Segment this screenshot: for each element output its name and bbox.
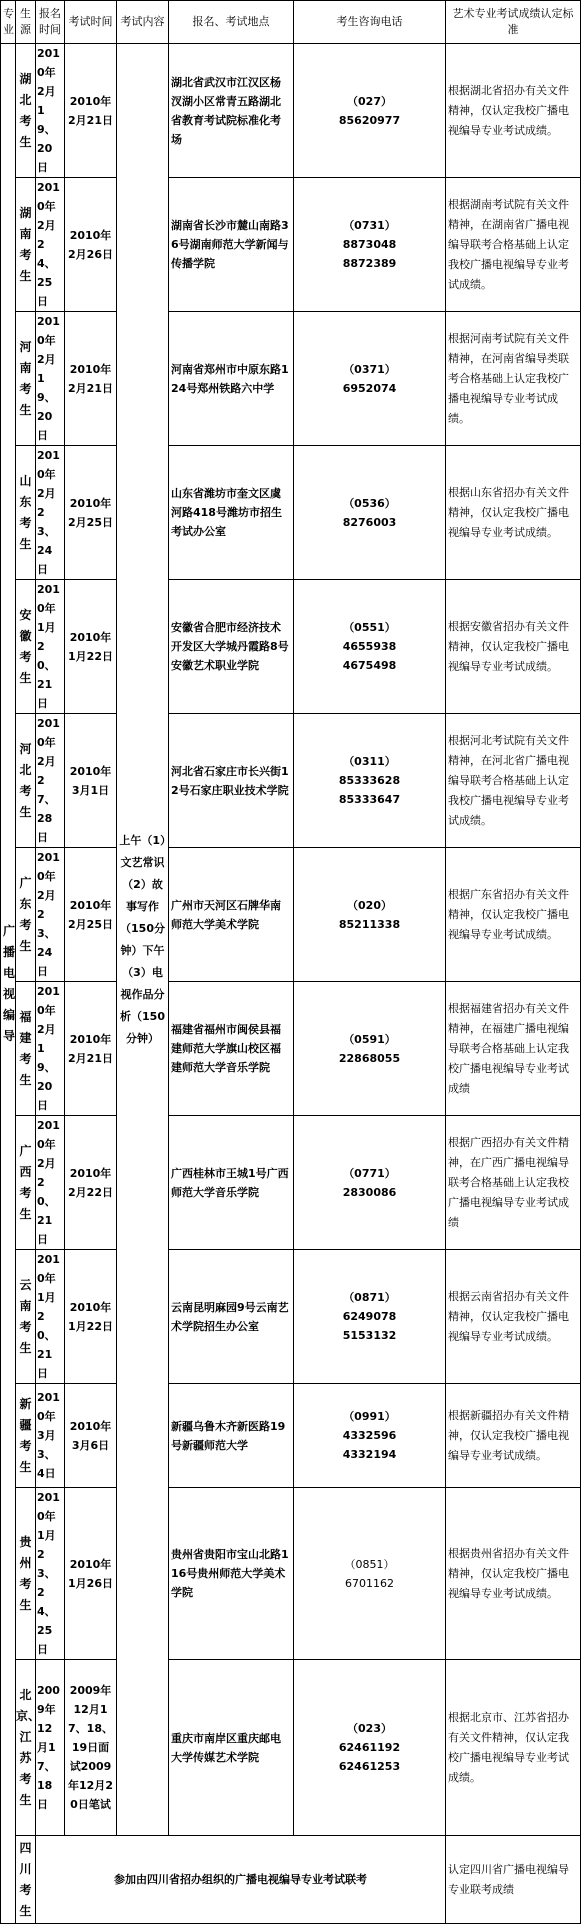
reg-time-cell: 2010年2月19、20日: [36, 982, 65, 1116]
phone-line: 8872389: [342, 257, 397, 270]
standard-cell: 根据北京市、江苏省招办有关文件精神，仅认定我校广播电视编导专业考试成绩。: [446, 1660, 581, 1836]
table-row: [1, 1488, 581, 1660]
standard-cell: 根据湖北省招办有关文件精神，仅认定我校广播电视编导专业考试成绩。: [446, 44, 581, 178]
place-cell: 湖南省长沙市麓山南路36号湖南师范大学新闻与传播学院: [169, 178, 294, 312]
header-place: 报名、考试地点: [169, 1, 294, 44]
source-cell: 四川考生: [16, 1836, 36, 1924]
phone-cell: [294, 1660, 446, 1836]
header-major: 专业: [1, 1, 16, 44]
table-row: [1, 178, 581, 312]
source-cell: 北京、江苏考生: [16, 1660, 36, 1836]
reg-time-cell: 2010年2月20、21日: [36, 1116, 65, 1250]
source-cell: 湖南考生: [16, 178, 36, 312]
exam-time-cell: 2010年3月6日: [65, 1384, 117, 1488]
phone-line: 2830086: [342, 1185, 397, 1199]
source-cell: 河北考生: [16, 714, 36, 848]
standard-cell: 根据广东省招办有关文件精神，仅认定我校广播电视编导专业考试成绩。: [446, 848, 581, 982]
exam-time-cell: 2010年1月22日: [65, 1250, 117, 1384]
reg-time-cell: 2010年2月23、24日: [36, 848, 65, 982]
place-cell: 重庆市南岸区重庆邮电大学传媒艺术学院: [169, 1660, 294, 1836]
source-cell: 新疆考生: [16, 1384, 36, 1488]
exam-time-cell: 2010年2月21日: [65, 44, 117, 178]
standard-cell: 根据贵州省招办有关文件精神，仅认定我校广播电视编导专业考试成绩。: [446, 1488, 581, 1660]
major-cell: 广播电视编导: [1, 44, 16, 1924]
table-row: [1, 1250, 581, 1384]
phone-line: （027）: [347, 94, 392, 108]
header-standard: 艺术专业考试成绩认定标准: [446, 1, 581, 44]
phone-line: （0851）: [344, 1557, 395, 1571]
place-cell: 广西桂林市王城1号广西师范大学音乐学院: [169, 1116, 294, 1250]
reg-time-cell: 2010年1月20、21日: [36, 580, 65, 714]
phone-line: 4675498: [342, 659, 397, 672]
place-cell: 福建省福州市闽侯县福建师范大学旗山校区福建师范大学音乐学院: [169, 982, 294, 1116]
source-cell: 山东考生: [16, 446, 36, 580]
exam-time-cell: 2010年3月1日: [65, 714, 117, 848]
phone-cell: [294, 580, 446, 714]
phone-line: 85333647: [338, 793, 401, 806]
reg-time-cell: 2010年2月19、20日: [36, 312, 65, 446]
source-cell: 安徽考生: [16, 580, 36, 714]
phone-line: （0771）: [343, 1166, 396, 1180]
place-cell: 广州市天河区石牌华南师范大学美术学院: [169, 848, 294, 982]
phone-line: 4332596: [342, 1429, 397, 1442]
exam-time-cell: 2010年2月22日: [65, 1116, 117, 1250]
standard-cell: 根据福建省招办有关文件精神，在福建广播电视编导联考合格基础上认定我校广播电视编导专业考试成绩: [446, 982, 581, 1116]
header-phone: 考生咨询电话: [294, 1, 446, 44]
phone-cell: [294, 1116, 446, 1250]
exam-time-cell: 2009年12月17、18、19日面试2009年12月20日笔试: [65, 1660, 117, 1836]
phone-cell: [294, 1250, 446, 1384]
place-cell: 云南昆明麻园9号云南艺术学院招生办公室: [169, 1250, 294, 1384]
standard-cell: 根据云南省招办有关文件精神，仅认定我校广播电视编导专业考试成绩。: [446, 1250, 581, 1384]
header-content: 考试内容: [117, 1, 169, 44]
source-cell: 贵州考生: [16, 1488, 36, 1660]
phone-line: （023）: [347, 1722, 392, 1735]
phone-cell: [294, 446, 446, 580]
table-row: [1, 1384, 581, 1488]
table-row: [1, 714, 581, 848]
place-cell: 河南省郑州市中原东路124号郑州铁路六中学: [169, 312, 294, 446]
phone-line: 4655938: [342, 640, 397, 653]
phone-cell: [294, 1384, 446, 1488]
phone-line: 85211338: [338, 917, 401, 931]
reg-time-cell: 2010年1月20、21日: [36, 1250, 65, 1384]
place-cell: 新疆乌鲁木齐新医路19号新疆师范大学: [169, 1384, 294, 1488]
standard-cell: 根据安徽省招办有关文件精神，仅认定我校广播电视编导专业考试成绩。: [446, 580, 581, 714]
header-row: [1, 1, 581, 44]
phone-line: 6952074: [342, 381, 397, 395]
table-row: [1, 446, 581, 580]
exam-time-cell: 2010年2月26日: [65, 178, 117, 312]
source-cell: 福建考生: [16, 982, 36, 1116]
phone-line: （0871）: [343, 1291, 396, 1304]
reg-time-cell: 2009年12月17、18日: [36, 1660, 65, 1836]
place-cell: 河北省石家庄市长兴街12号石家庄职业技术学院: [169, 714, 294, 848]
exam-time-cell: 2010年2月21日: [65, 312, 117, 446]
reg-time-cell: 2010年2月19、20日: [36, 44, 65, 178]
table-row: [1, 44, 581, 178]
joint-exam-cell: 参加由四川省招办组织的广播电视编导专业考试联考: [36, 1836, 446, 1924]
phone-line: 62461192: [338, 1741, 401, 1754]
exam-time-cell: 2010年2月25日: [65, 848, 117, 982]
standard-cell: 根据新疆招办有关文件精神，仅认定我校广播电视编导专业考试成绩。: [446, 1384, 581, 1488]
reg-time-cell: 2010年1月23、24、25日: [36, 1488, 65, 1660]
phone-line: （0311）: [343, 755, 396, 768]
table-row: [1, 848, 581, 982]
phone-line: 6701162: [345, 1576, 394, 1590]
phone-cell: [294, 312, 446, 446]
table-row: [1, 982, 581, 1116]
table-row: [1, 1660, 581, 1836]
phone-line: 8276003: [342, 515, 397, 529]
reg-time-cell: 2010年2月23、24日: [36, 446, 65, 580]
reg-time-cell: 2010年2月27、28日: [36, 714, 65, 848]
exam-content-cell: 上午（1）文艺常识（2）故事写作（150分钟）下午（3）电视作品分析（150分钟）: [117, 44, 169, 1836]
header-source: 生源: [16, 1, 36, 44]
phone-line: 5153132: [342, 1329, 397, 1342]
source-cell: 广东考生: [16, 848, 36, 982]
standard-cell: 根据河南考试院有关文件精神，在河南省编导类联考合格基础上认定我校广播电视编导专业考试成绩。: [446, 312, 581, 446]
table-row: [1, 1116, 581, 1250]
standard-cell: 根据广西招办有关文件精神，在广西广播电视编导联考合格基础上认定我校广播电视编导专业考试成绩: [446, 1116, 581, 1250]
phone-line: 85620977: [338, 113, 401, 127]
phone-line: （0731）: [343, 219, 396, 232]
exam-time-cell: 2010年1月22日: [65, 580, 117, 714]
exam-time-cell: 2010年2月21日: [65, 982, 117, 1116]
table-row: [1, 580, 581, 714]
phone-cell: [294, 714, 446, 848]
standard-cell: 根据河北考试院有关文件精神，在河北省广播电视编导联考合格基础上认定我校广播电视编导专业考试成绩。: [446, 714, 581, 848]
source-cell: 湖北考生: [16, 44, 36, 178]
place-cell: 贵州省贵阳市宝山北路116号贵州师范大学美术学院: [169, 1488, 294, 1660]
standard-cell: 根据湖南考试院有关文件精神，在湖南省广播电视编导联考合格基础上认定我校广播电视编导专业考试成绩。: [446, 178, 581, 312]
phone-line: 62461253: [338, 1760, 401, 1773]
phone-cell: [294, 1488, 446, 1660]
standard-cell: 认定四川省广播电视编导专业联考成绩: [446, 1836, 581, 1924]
phone-line: 85333628: [338, 774, 401, 787]
exam-time-cell: 2010年2月25日: [65, 446, 117, 580]
phone-cell: [294, 44, 446, 178]
phone-line: 4332194: [342, 1448, 397, 1461]
table-row: [1, 312, 581, 446]
reg-time-cell: 2010年2月24、25日: [36, 178, 65, 312]
standard-cell: 根据山东省招办有关文件精神，仅认定我校广播电视编导专业考试成绩。: [446, 446, 581, 580]
phone-line: （0536）: [343, 496, 396, 510]
phone-line: （0551）: [343, 621, 396, 634]
source-cell: 广西考生: [16, 1116, 36, 1250]
phone-line: 8873048: [342, 238, 397, 251]
header-exam-time: 考试时间: [65, 1, 117, 44]
reg-time-cell: 2010年3月3、4日: [36, 1384, 65, 1488]
phone-cell: [294, 178, 446, 312]
phone-line: （0371）: [343, 362, 396, 376]
exam-time-cell: 2010年1月26日: [65, 1488, 117, 1660]
phone-cell: [294, 848, 446, 982]
table-row-sichuan: [1, 1836, 581, 1924]
place-cell: 湖北省武汉市江汉区杨汊湖小区常青五路湖北省教育考试院标准化考场: [169, 44, 294, 178]
phone-line: （0991）: [343, 1410, 396, 1423]
source-cell: 河南考生: [16, 312, 36, 446]
source-cell: 云南考生: [16, 1250, 36, 1384]
phone-line: （020）: [347, 898, 392, 912]
phone-line: （0591）: [343, 1032, 396, 1046]
place-cell: 安徽省合肥市经济技术开发区大学城丹霞路8号安徽艺术职业学院: [169, 580, 294, 714]
phone-line: 22868055: [338, 1051, 401, 1065]
phone-cell: [294, 982, 446, 1116]
place-cell: 山东省潍坊市奎文区虞河路418号潍坊市招生考试办公室: [169, 446, 294, 580]
phone-line: 6249078: [342, 1310, 397, 1323]
header-reg-time: 报名时间: [36, 1, 65, 44]
